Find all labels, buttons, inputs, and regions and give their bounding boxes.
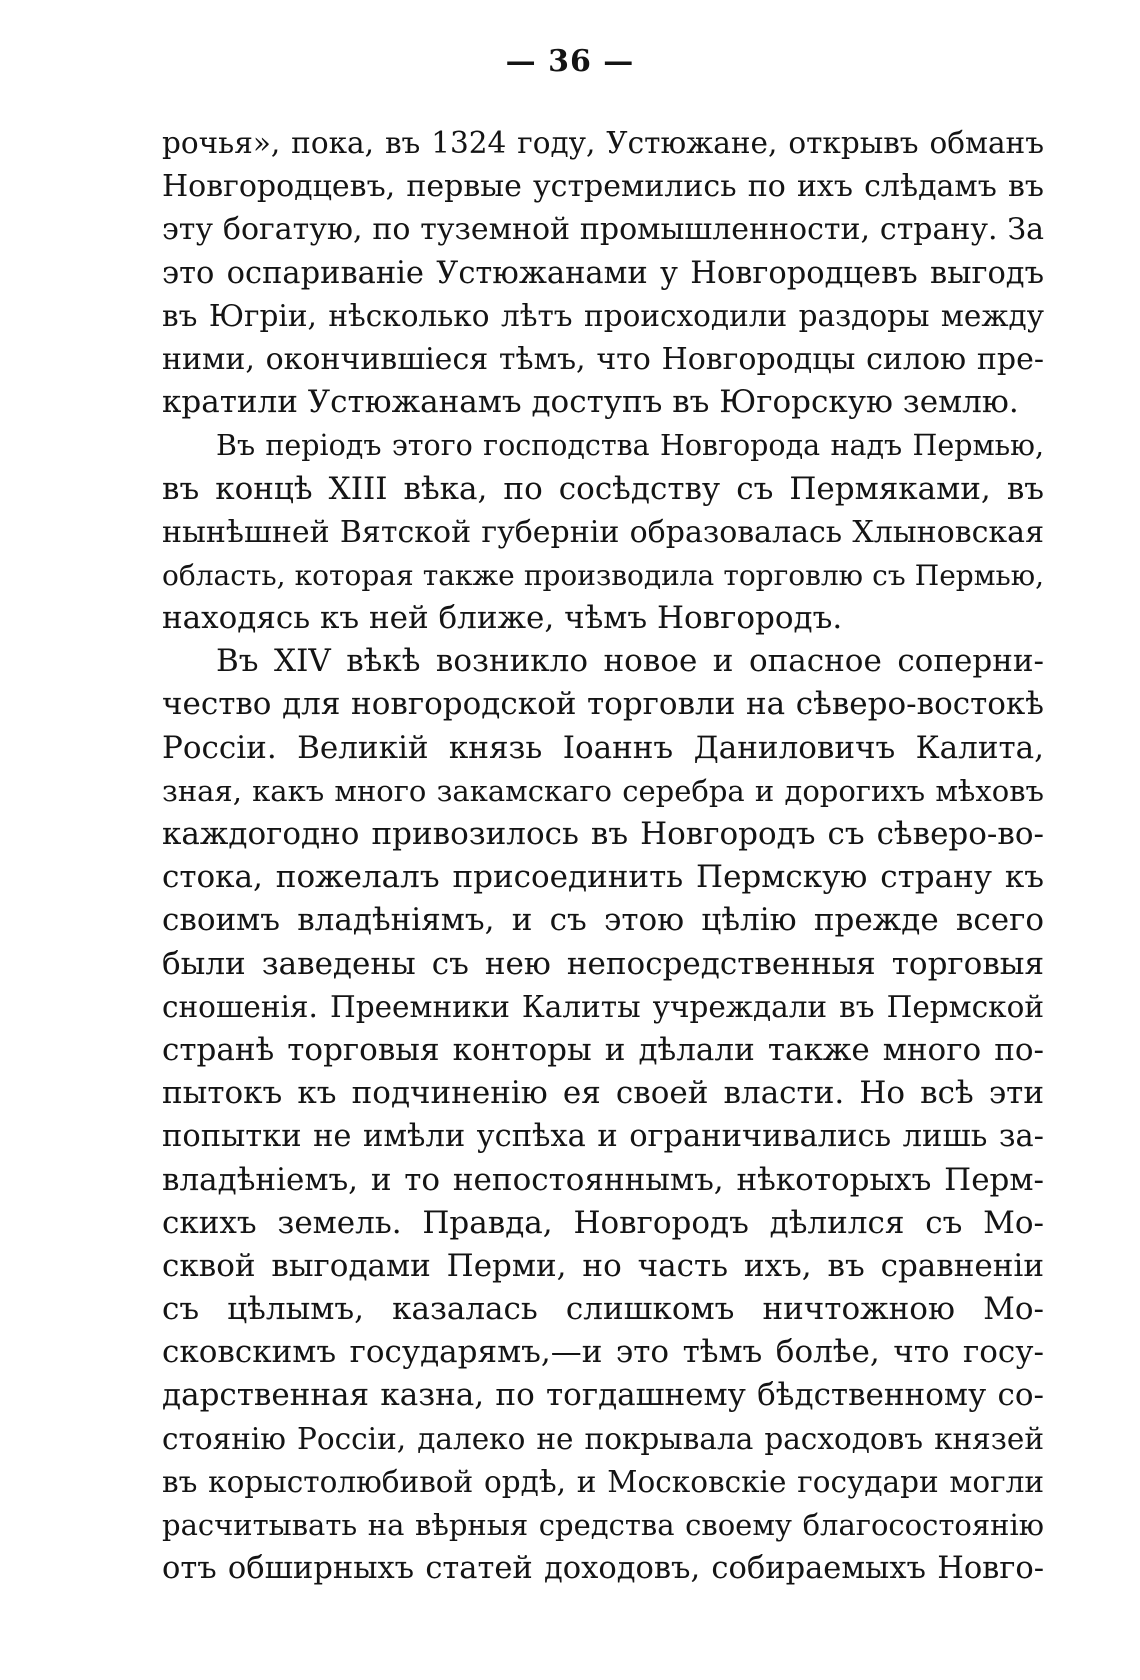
text-line: попытки не имѣли успѣха и ограничивались лишь за-	[162, 1119, 1044, 1155]
text-line: стока, пожелалъ присоединить Пермскую страну къ	[162, 859, 1044, 896]
page-number: — 36 —	[505, 44, 635, 79]
text-line: скихъ земель. Правда, Новгородъ дѣлился съ Мо-	[162, 1204, 1044, 1241]
text-line: находясь къ ней ближе, чѣмъ Новгородъ.	[162, 600, 843, 637]
text-line: Новгородцевъ, первые устремились по ихъ слѣдамъ въ	[162, 169, 1044, 205]
text-line: стоянію Россіи, далеко не покрывала расходовъ князей	[162, 1421, 1044, 1456]
text-line: въ корыстолюбивой ордѣ, и Московскіе государи могли	[162, 1464, 1044, 1499]
text-line: чество для новгородской торговли на сѣверо-востокѣ	[162, 686, 1044, 723]
text-line: своимъ владѣніямъ, и съ этою цѣлію прежде всего	[162, 902, 1044, 939]
text-line: область, которая также производила торговлю съ Пермью,	[162, 558, 1044, 592]
text-line: были заведены съ нею непосредственныя торговыя	[162, 945, 1044, 982]
text-line: странѣ торговыя конторы и дѣлали также много по-	[162, 1031, 1044, 1068]
text-line: Въ періодъ этого господства Новгорода надъ Пермью,	[216, 429, 1044, 463]
text-line: сношенія. Преемники Калиты учреждали въ Пермской	[162, 989, 1044, 1024]
text-line: расчитывать на вѣрныя средства своему благосостоянію	[162, 1508, 1044, 1542]
text-line: зная, какъ много закамскаго серебра и дорогихъ мѣховъ	[162, 773, 1044, 808]
text-line: въ Югріи, нѣсколько лѣтъ происходили раздоры между	[162, 298, 1044, 333]
text-line: Россіи. Великій князь Іоаннъ Даниловичъ Калита,	[162, 729, 1044, 766]
text-line: съ цѣлымъ, казалась слишкомъ ничтожною Мо-	[162, 1291, 1044, 1328]
text-line: ними, окончившіеся тѣмъ, что Новгородцы силою пре-	[162, 341, 1044, 377]
text-line: рочья», пока, въ 1324 году, Устюжане, открывъ обманъ	[162, 126, 1044, 160]
text-line: эту богатую, по туземной промышленности, страну. За	[162, 212, 1044, 248]
text-line: дарственная казна, по тогдашнему бѣдственному со-	[162, 1377, 1044, 1414]
text-line: Въ XIV вѣкѣ возникло новое и опасное соперни-	[216, 643, 1044, 680]
text-line: сковскимъ государямъ,—и это тѣмъ болѣе, что госу-	[162, 1334, 1044, 1371]
text-line: отъ обширныхъ статей доходовъ, собираемыхъ Новго-	[162, 1551, 1044, 1587]
text-line: кратили Устюжанамъ доступъ въ Югорскую землю.	[162, 384, 1019, 421]
text-line: пытокъ къ подчиненію ея своей власти. Но всѣ эти	[162, 1075, 1044, 1112]
text-line: каждогодно привозилось въ Новгородъ съ сѣверо-во-	[162, 816, 1044, 852]
text-line: владѣніемъ, и то непостояннымъ, нѣкоторыхъ Перм-	[162, 1161, 1044, 1198]
text-line: въ концѣ XIII вѣка, по сосѣдству съ Пермяками, въ	[162, 470, 1044, 507]
text-line: нынѣшней Вятской губерніи образовалась Хлыновская	[162, 514, 1044, 550]
text-line: это оспариваніе Устюжанами у Новгородцевъ выгодъ	[162, 255, 1044, 291]
body-text	[162, 122, 1044, 1590]
text-line: сквой выгодами Перми, но часть ихъ, въ сравненіи	[162, 1247, 1044, 1284]
